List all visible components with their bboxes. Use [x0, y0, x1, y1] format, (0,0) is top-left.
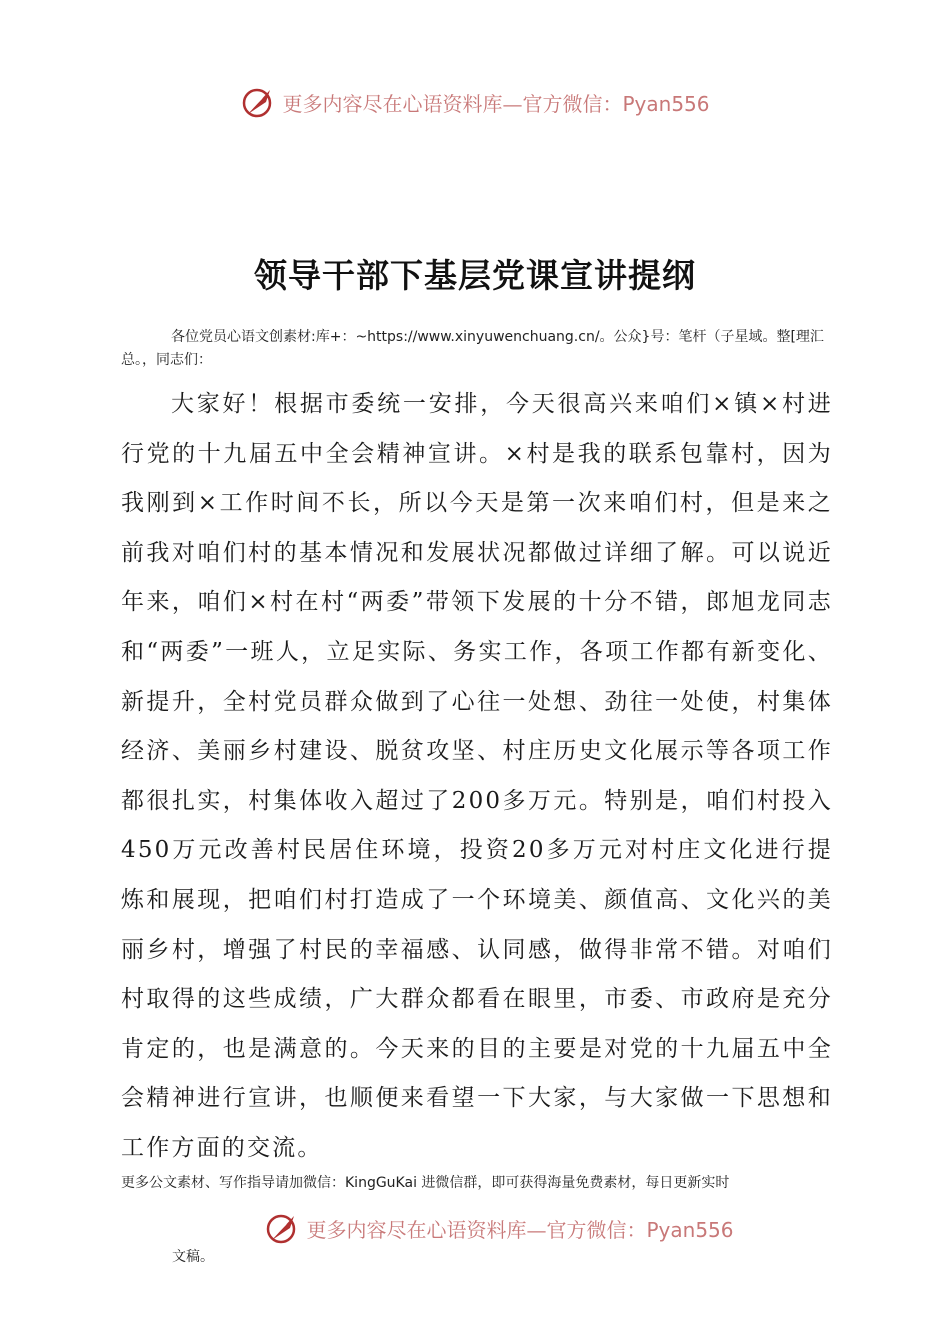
banner-main-text: 更多内容尽在心语资料库	[282, 91, 503, 116]
banner-wechat-id: Pyan556	[646, 1217, 734, 1242]
header-banner	[0, 82, 950, 122]
quill-logo-icon	[264, 1210, 300, 1246]
banner-dash: —	[502, 91, 523, 116]
quill-logo-icon	[240, 84, 276, 120]
notice-text: 各位党员心语文创素材:库+：~https://www.xinyuwenchuang.cn/。公众}号：笔杆（子星域。整[理汇总。，同志们：	[121, 329, 824, 368]
footer-banner	[24, 1208, 950, 1248]
banner-official-text: 官方微信：	[522, 91, 623, 116]
banner-dash: —	[526, 1217, 547, 1242]
body-paragraph: 大家好！根据市委统一安排，今天很高兴来咱们×镇×村进行党的十九届五中全会精神宣讲。×村是我的联系包靠村，因为我刚到×工作时间不长，所以今天是第一次来咱们村，但是来之前我对咱们村的基本情况和发展状况都做过详细了解。可以说近年来，咱们×村在村“两委”带领下发展的十分不错，郎旭龙同志和“两委”一班人，立足实际、务实工作，各项工作都有新变化、新提升，全村党员群众做到了心往一处想、劲往一处使，村集体经济、美丽乡村建设、脱贫攻坚、村庄历史文化展示等各项工作都很扎实，村集体收入超过了200多万元。特别是，咱们村投入450万元改善村民居住环境，投资20多万元对村庄文化进行提炼和展现，把咱们村打造成了一个环境美、颜值高、文化兴的美丽乡村，增强了村民的幸福感、认同感，做得非常不错。对咱们村取得的这些成绩，广大群众都看在眼里，市委、市政府是充分肯定的，也是满意的。今天来的目的主要是对党的十九届五中全会精神进行宣讲，也顺便来看望一下大家，与大家做一下思想和工作方面的交流。	[121, 391, 833, 1161]
banner-official-text: 官方微信：	[546, 1217, 647, 1242]
footer-promo-text: 更多公文素材、写作指导请加微信：KingGuKai 进微信群，即可获得海量免费素材，每日更新实时	[121, 1175, 730, 1191]
banner-main-text: 更多内容尽在心语资料库	[306, 1217, 527, 1242]
banner-text	[282, 88, 709, 117]
document-title: 领导干部下基层党课宣讲提纲	[254, 256, 696, 295]
banner-wechat-id: Pyan556	[622, 91, 710, 116]
banner-text	[306, 1214, 733, 1243]
footer-end-text: 文稿。	[172, 1249, 214, 1265]
